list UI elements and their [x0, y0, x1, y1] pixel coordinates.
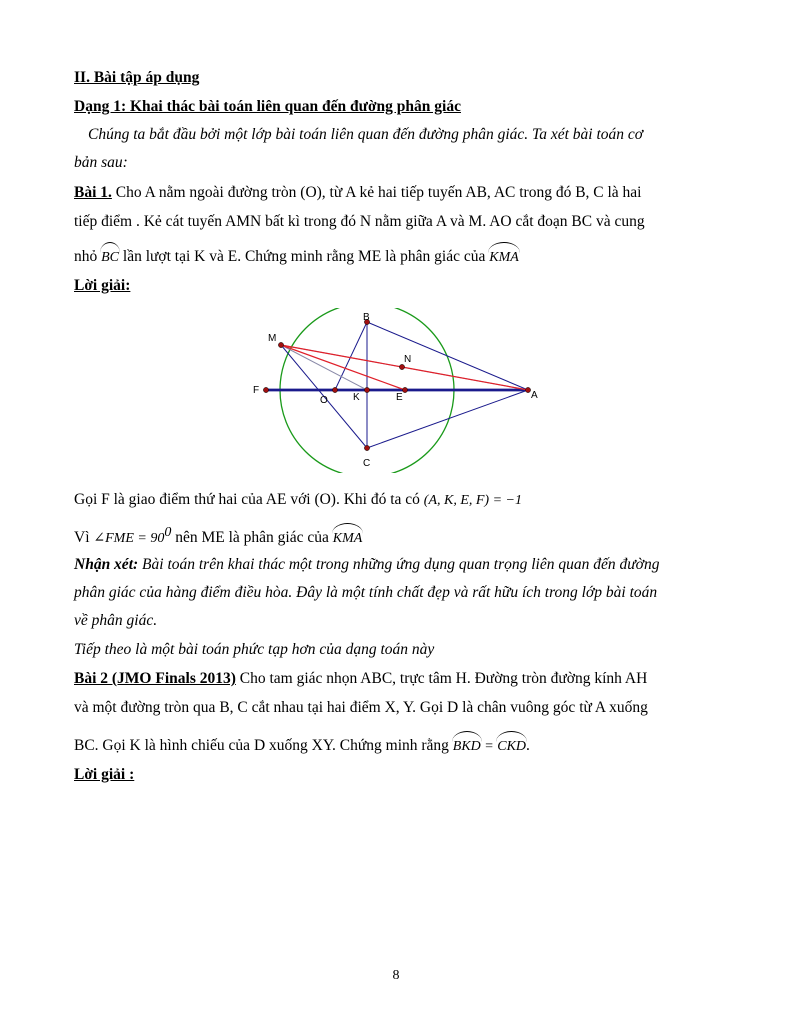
point-c — [364, 445, 369, 450]
point-o — [332, 387, 337, 392]
problem-1-line-1 — [74, 183, 642, 203]
label-f: F — [253, 385, 260, 396]
remark-line-3: về phân giác. — [74, 612, 158, 629]
label-a: A — [531, 390, 538, 401]
point-n — [399, 364, 404, 369]
page-number: 8 — [392, 968, 400, 983]
label-b: B — [363, 312, 370, 323]
text-span: nên ME là phân giác của — [171, 529, 333, 547]
segment-mk — [281, 345, 367, 390]
solution-line-1 — [74, 490, 522, 511]
label-o: O — [320, 395, 328, 406]
label-n: N — [404, 354, 412, 365]
point-e — [402, 387, 407, 392]
intro-text: Chúng ta bắt đầu bởi một lớp bài toán liên quan đến đường phân giác. Ta xét bài toán cơ — [88, 126, 644, 143]
arc-bc: BC — [101, 244, 119, 268]
segment-mn — [281, 345, 402, 367]
problem-2-line-3 — [74, 733, 530, 757]
text-span: BC. Gọi K là hình chiếu của D xuống XY. Chứng minh rằng — [74, 737, 453, 754]
solution-1-label: Lời giải: — [74, 277, 131, 294]
point-a — [525, 387, 530, 392]
remark-line-2: phân giác của hàng điểm điều hòa. Đây là một tính chất đẹp và rất hữu ích trong lớp bài toán — [74, 584, 658, 601]
problem-2-text: Cho tam giác nhọn ABC, trực tâm H. Đường tròn đường kính AH — [235, 670, 648, 687]
angle-fme: ∠FME = 90 — [93, 531, 165, 547]
problem-2-label: Bài 2 (JMO Finals 2013) — [74, 670, 236, 687]
problem-1-label: Bài 1. — [74, 184, 112, 201]
equals-sign: = — [480, 739, 498, 754]
text-span: lần lượt tại K và E. Chứng minh rằng ME là phân giác của — [119, 248, 490, 265]
text-span: Gọi F là giao điểm thứ hai của AE với (O). Khi đó ta có — [74, 491, 424, 508]
problem-2-line-1 — [74, 669, 647, 689]
section-heading: II. Bài tập áp dụng — [74, 69, 200, 86]
point-k — [364, 387, 369, 392]
transition-text: Tiếp theo là một bài toán phức tạp hơn của dạng toán này — [74, 641, 435, 658]
cross-ratio: (A, K, E, F) = −1 — [423, 493, 522, 508]
subsection-heading: Dạng 1: Khai thác bài toán liên quan đến đường phân giác — [74, 98, 461, 115]
degree-sup: 0 — [164, 525, 172, 540]
intro-text-2: bản sau: — [74, 154, 128, 171]
remark-label: Nhận xét: — [74, 556, 139, 573]
angle-ckd: CKD — [497, 733, 526, 757]
angle-kma-2: KMA — [333, 525, 363, 549]
problem-1-line-3 — [74, 244, 519, 268]
text-span: nhỏ — [74, 248, 102, 265]
problem-2-line-2: và một đường tròn qua B, C cắt nhau tại hai điểm X, Y. Gọi D là chân vuông góc từ A xuống — [74, 699, 648, 716]
segment-ac — [367, 390, 528, 448]
solution-2-label: Lời giải : — [74, 766, 135, 783]
remark-line-1 — [74, 555, 659, 575]
angle-kma: KMA — [489, 244, 519, 268]
angle-bkd: BKD — [453, 733, 481, 757]
text-span: Vì — [74, 529, 94, 547]
geometry-figure — [250, 308, 550, 473]
point-m — [278, 342, 283, 347]
point-f — [263, 387, 268, 392]
solution-line-2 — [74, 523, 362, 549]
remark-text: Bài toán trên khai thác một trong những ứng dụng quan trọng liên quan đến đường — [138, 556, 660, 573]
problem-1-text: Cho A nằm ngoài đường tròn (O), từ A kẻ hai tiếp tuyến AB, AC trong đó B, C là hai — [111, 184, 642, 201]
label-k: K — [353, 392, 360, 403]
label-m: M — [268, 333, 277, 344]
segment-na — [402, 367, 528, 390]
segment-ab — [367, 322, 528, 390]
label-e: E — [396, 392, 403, 403]
label-c: C — [363, 458, 371, 469]
text-span: . — [526, 737, 530, 754]
problem-1-line-2: tiếp điểm . Kẻ cát tuyến AMN bất kì trong đó N nằm giữa A và M. AO cắt đoạn BC và cung — [74, 213, 645, 230]
